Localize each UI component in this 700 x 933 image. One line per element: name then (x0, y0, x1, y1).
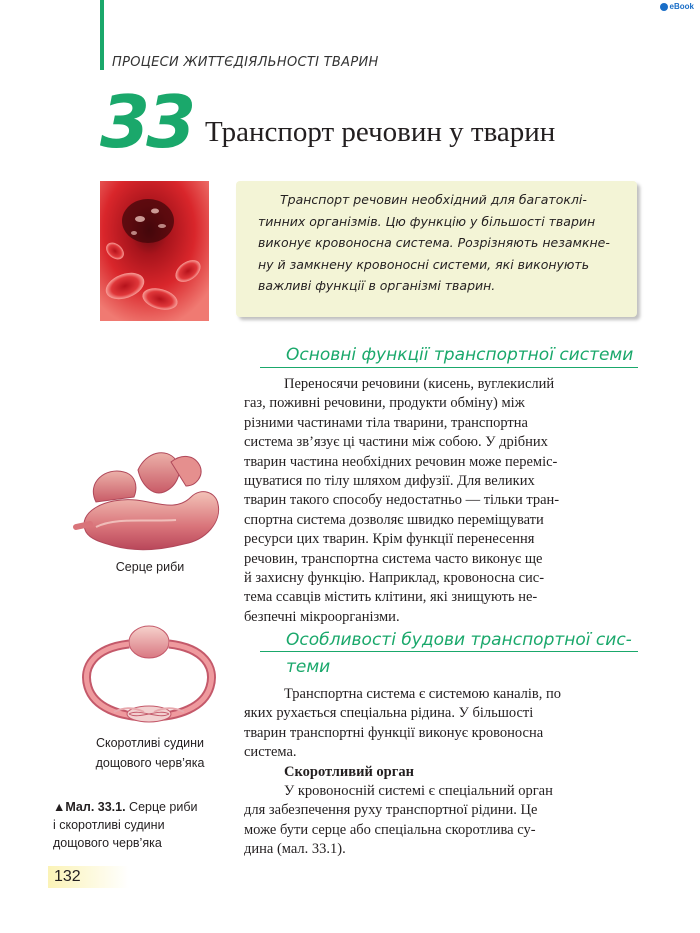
body-line: різними частинами тіла тварини, транспортна (244, 414, 528, 431)
body-line: тварин такого способу недостатньо — тільки тран- (244, 492, 560, 509)
running-head: ПРОЦЕСИ ЖИТТЄДІЯЛЬНОСТІ ТВАРИН (112, 55, 379, 70)
body-line: спортна система дозволяє швидко переміщувати (244, 511, 544, 528)
ebook-logo (660, 2, 694, 11)
figure-caption-line: дощового черв’яка (53, 836, 162, 850)
section2-title-line2: теми (286, 657, 331, 677)
body-line: Переносячи речовини (кисень, вуглекислий (284, 376, 555, 392)
body-line: система зв’язує ці частини між собою. У дрібних (244, 434, 548, 451)
fish-heart-image (66, 442, 228, 557)
section1-rule (260, 367, 638, 368)
body-line: для забезпечення руху транспортної рідини. Це (244, 802, 538, 819)
body-line: У кровоносній системі є спеціальний орган (284, 783, 553, 800)
intro-line: тинних організмів. Цю функцію у більшості тварин (258, 213, 596, 229)
body-line: щуватися по тілу шляхом дифузії. Для великих (244, 473, 535, 490)
logo-icon (660, 3, 668, 11)
body-line: система. (244, 744, 297, 761)
body-line: дина (мал. 33.1). (244, 841, 346, 858)
worm-caption-line: дощового черв’яка (95, 756, 205, 770)
body-line: речовин, транспортна система часто виконує ще (244, 550, 543, 567)
body-line: й захисну функцію. Наприклад, кровоносна сис- (244, 570, 545, 587)
intro-line: Транспорт речовин необхідний для багатоклі- (280, 192, 587, 207)
section1-title: Основні функції транспортної системи (286, 345, 634, 365)
body-line: тварин транспортні функції виконує кровоносна (244, 724, 544, 741)
intro-line: ну й замкнену кровоносні системи, які виконують (258, 256, 590, 272)
worm-vessels-image (74, 622, 224, 730)
worm-caption-line: Скоротливі судини (95, 736, 205, 750)
figure-caption-line (53, 798, 223, 816)
body-line: Транспортна система є системою каналів, по (284, 686, 562, 702)
figure-label: ▲Мал. 33.1. (53, 800, 126, 814)
body-line: тема ссавців містить клітини, які знищують не- (244, 589, 538, 606)
logo-text: eBook (669, 2, 694, 11)
figure-caption-text: Серце риби (125, 800, 198, 814)
chapter-number: 33 (100, 80, 193, 164)
intro-line: важливі функції в організмі тварин. (258, 278, 496, 293)
figure-caption-line: і скоротливі судини (53, 818, 165, 832)
body-line: газ, поживні речовини, продукти обміну) між (244, 395, 525, 412)
blood-vessel-image (100, 181, 209, 321)
subheading: Скоротливий орган (284, 763, 414, 780)
intro-text (258, 189, 628, 297)
header-accent-bar (100, 0, 104, 70)
section2-body (244, 685, 638, 860)
worm-vessels-caption (80, 733, 220, 773)
body-line: може бути серце або спеціальна скоротлива су- (244, 821, 536, 838)
body-line: ресурси цих тварин. Крім функції перенесення (244, 531, 535, 548)
intro-line: виконує кровоносна система. Розрізняють незамкне- (258, 235, 610, 250)
body-line: безпечні мікроорганізми. (244, 608, 400, 625)
section2-rule (260, 651, 638, 652)
chapter-title: Транспорт речовин у тварин (205, 116, 556, 148)
fish-heart-caption: Серце риби (115, 560, 185, 574)
page-number: 132 (48, 866, 129, 888)
figure-caption (53, 798, 223, 852)
section1-body (244, 375, 638, 627)
body-line: тварин частина необхідних речовин може переміс- (244, 453, 558, 470)
body-line: яких рухається спеціальна рідина. У більшості (244, 705, 534, 722)
section2-title-line1: Особливості будови транспортної сис- (286, 630, 632, 650)
